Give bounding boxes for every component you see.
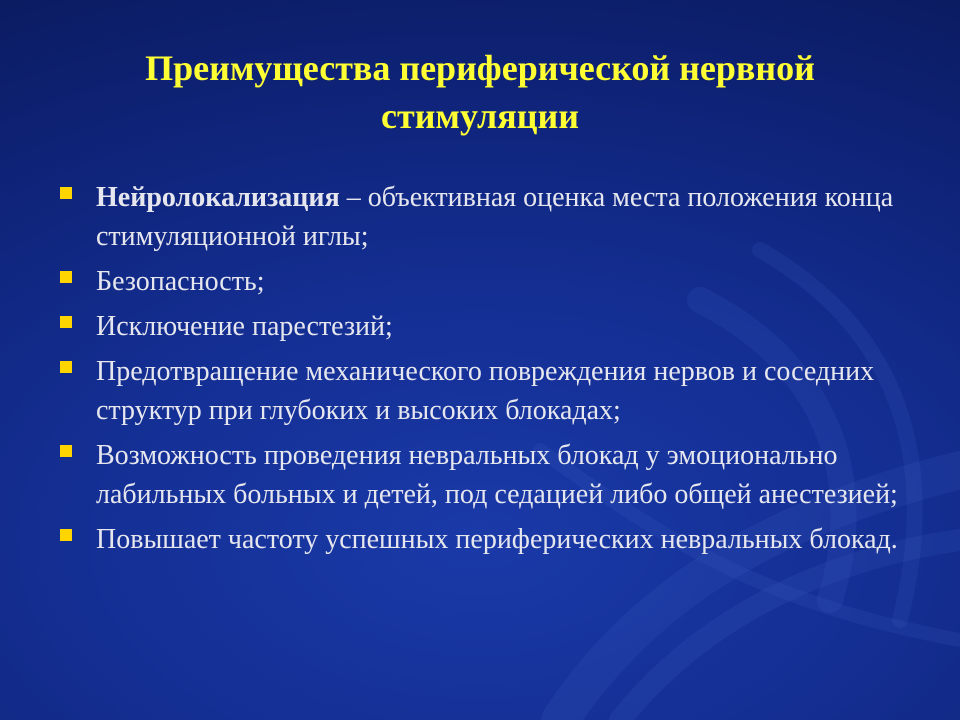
bullet-text: Повышает частоту успешных периферических невральных блокад.: [96, 524, 898, 555]
bullet-item: [58, 262, 908, 301]
bullet-item: [58, 178, 908, 256]
square-bullet-icon: [60, 316, 72, 328]
square-bullet-icon: [60, 187, 72, 199]
bullet-item: [58, 520, 908, 559]
square-bullet-icon: [60, 271, 72, 283]
bullet-item: [58, 352, 908, 430]
square-bullet-icon: [60, 529, 72, 541]
bullet-item: [58, 307, 908, 346]
bullet-item: [58, 436, 908, 514]
square-bullet-icon: [60, 361, 72, 373]
bullet-text: Предотвращение механического повреждения нервов и соседних структур при глубоких и высоких блокадах;: [96, 356, 875, 426]
bullet-text: – объективная оценка места положения конца стимуляционной иглы;: [96, 182, 894, 252]
bullet-list: [58, 178, 908, 565]
bullet-term: Нейролокализация: [96, 182, 340, 213]
slide-title: Преимущества периферической нервной стимуляции: [145, 48, 815, 136]
bullet-text: Возможность проведения невральных блокад у эмоционально лабильных больных и детей, под седацией либо общей анестезией;: [96, 440, 898, 510]
bullet-text: Безопасность;: [96, 266, 265, 297]
square-bullet-icon: [60, 445, 72, 457]
bullet-text: Исключение парестезий;: [96, 311, 393, 342]
